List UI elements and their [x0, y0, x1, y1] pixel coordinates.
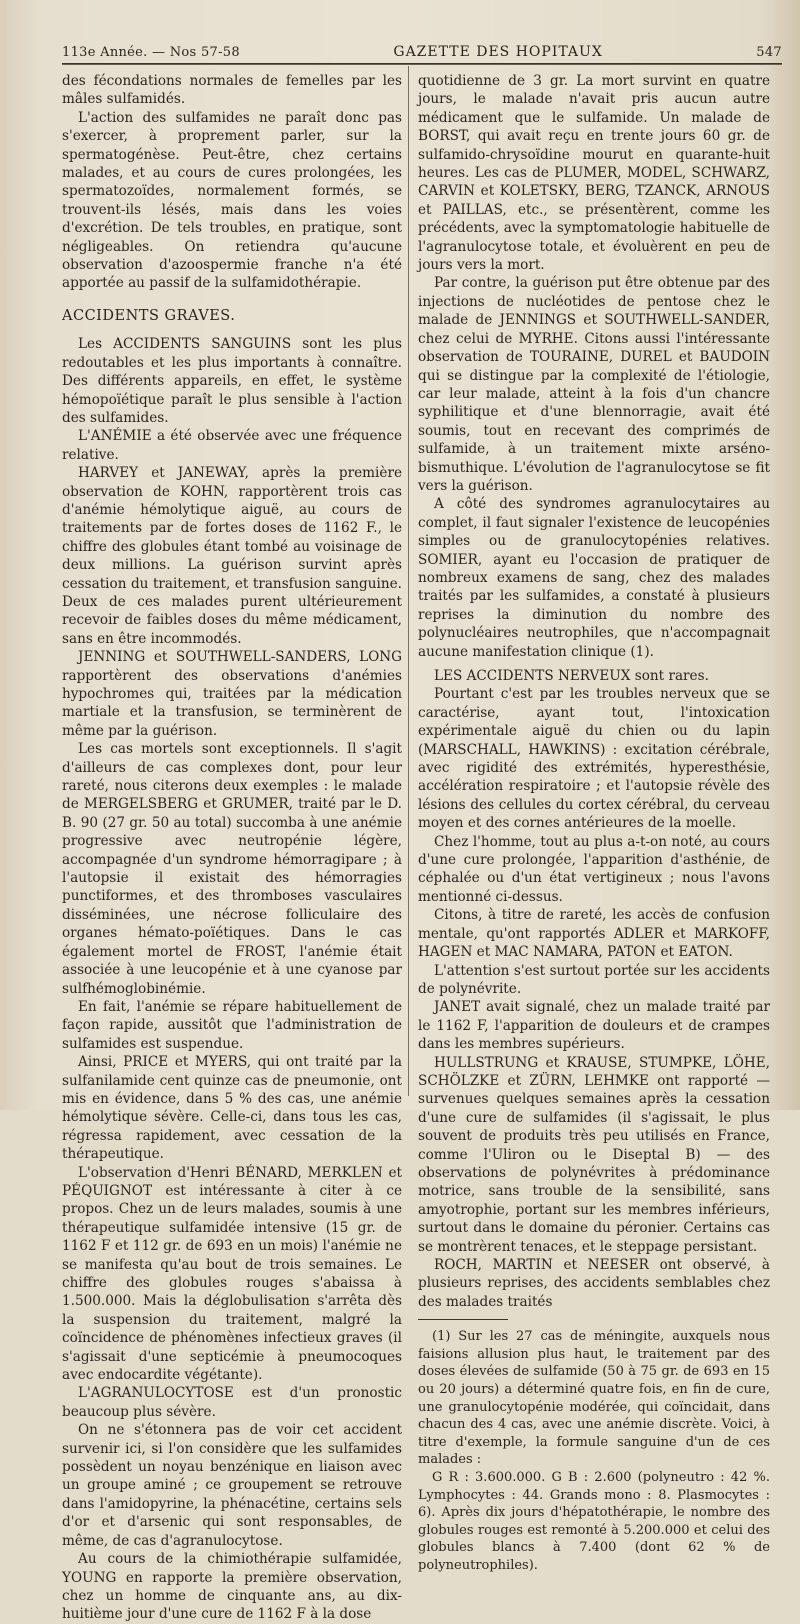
paragraph: quotidienne de 3 gr. La mort survint en quatre jours, le malade n'avait pris aucun autre médicament que le sulfamide. Un malade de BORST, qui avait reçu en trente jours 60 gr. de sulfamido-chrysoïdine mourut en quarante-huit heures. Les cas de PLUMER, MODEL, SCHWARZ, CARVIN et KOLETSKY, BERG, TZANCK, ARNOUS et PAILLAS, etc., se présentèrent, comme les précédents, avec la symptomatologie habituelle de l'agranulocytose totale, et évoluèrent en peu de jours vers la mort. — [418, 73, 770, 274]
paragraph: A côté des syndromes agranulocytaires au complet, il faut signaler l'existence de leucopénies simples ou de granulocytopénies relatives. SOMIER, ayant eu l'occasion de pratiquer de nombreux examens de sang, chez des malades traités par les sulfamides, a constaté à plusieurs reprises la diminution du nombre des polynucléaires neutrophiles, que n'accompagnait aucune manifestation clinique (1). — [418, 496, 770, 660]
right-column — [418, 72, 770, 1575]
paragraph: ROCH, MARTIN et NEESER ont observé, à plusieurs reprises, des accidents semblables chez des malades traités — [418, 1257, 770, 1310]
paragraph: des fécondations normales de femelles par les mâles sulfamidés. — [62, 73, 402, 108]
paragraph: Pourtant c'est par les troubles nerveux que se caractérise, ayant tout, l'intoxication expérimentale aiguë du chien ou du lapin (MARSCHALL, HAWKINS) : excitation cérébrale, avec rigidité des extrémités, hyperesthésie, accélération respiratoire ; et l'autopsie révèle des lésions des cellules du cortex cérébral, du cerveau moyen et des cornes antérieures de la moelle. — [418, 686, 770, 832]
column-divider — [408, 66, 409, 1096]
paragraph: Chez l'homme, tout au plus a-t-on noté, au cours d'une cure prolongée, l'apparition d'asthénie, de céphalée ou d'un état vertigineux ; nous l'avons mentionné ci-dessus. — [418, 833, 770, 905]
paragraph: Par contre, la guérison put être obtenue par des injections de nucléotides de pentose chez le malade de JENNINGS et SOUTHWELL-SANDER, chez celui de MYRHE. Citons aussi l'intéressante observation de TOURAINE, DUREL et BAUDOIN qui se distingue par la complexité de l'étiologie, car leur malade, atteint à la fois d'un chancre syphilitique et d'une blennorragie, avait été soumis, tout en recevant des comprimés de sulfamide, à un traitement mixte arséno-bismuthique. L'évolution de l'agranulocytose se fit vers la guérison. — [418, 275, 770, 494]
paragraph: L'observation d'Henri BÉNARD, MERKLEN et PÉQUIGNOT est intéressante à citer à ce propos. Chez un de leurs malades, soumis à une thérapeutique sulfamidée intensive (15 gr. de 1162 F et 112 gr. de 693 en un mois) l'anémie ne se manifesta qu'au bout de trois semaines. Le chiffre des globules rouges s'abaissa à 1.500.000. Mais la déglobulisation s'arrêta dès la suspension du traitement, malgré la coïncidence de phénomènes infectieux graves (il s'agissait d'une septicémie à pneumocoques avec endocardite végétante). — [62, 1164, 402, 1384]
paragraph: LES ACCIDENTS NERVEUX sont rares. — [434, 668, 709, 684]
paragraph: HARVEY et JANEWAY, après la première observation de KOHN, rapportèrent trois cas d'anémie hémolytique aiguë, au cours de traitements par de fortes doses de 1162 F., le chiffre des globules étant tombé au voisinage de deux millions. La guérison survint après cessation du traitement, et transfusion sanguine. Deux de ces malades purent ultérieurement recevoir de faibles doses du même médicament, sans en être incommodés. — [62, 465, 402, 647]
footnote-rule — [418, 1319, 508, 1320]
paragraph: Les cas mortels sont exceptionnels. Il s'agit d'ailleurs de cas complexes dont, pour leur rareté, nous citerons deux exemples : le malade de MERGELSBERG et GRUMER, traité par le D. B. 90 (27 gr. 50 au total) succomba à une anémie progressive avec neutropénie légère, accompagnée d'un syndrome hémorragipare ; à l'autopsie il existait des hémorragies punctiformes, et des thromboses vasculaires disséminées, une nécrose folliculaire des organes hémato-poïétiques. Dans le cas également mortel de FROST, l'anémie était associée à une leucopénie et à une cyanose par sulfhémoglobinémie. — [62, 741, 402, 997]
left-column — [62, 72, 402, 1624]
paragraph: JENNING et SOUTHWELL-SANDERS, LONG rapportèrent des observations d'anémies hypochromes qui, traitées par la médication martiale et la transfusion, se terminèrent de même par la guérison. — [62, 649, 402, 739]
footnote-paragraph: (1) Sur les 27 cas de méningite, auxquels nous faisions allusion plus haut, le traitement par des doses élevées de sulfamide (50 à 75 gr. de 693 en 15 ou 20 jours) a déterminé quatre fois, en fin de cure, une granulocytopénie modérée, qui coïncidait, dans chacun des 4 cas, avec une anémie discrète. Voici, à titre d'exemple, la formule sanguine d'un de ces malades : — [418, 1329, 770, 1468]
paragraph: On ne s'étonnera pas de voir cet accident survenir ici, si l'on considère que les sulfamides possèdent un noyau benzénique en liaison avec un groupe aminé ; ce groupement se retrouve dans l'amidopyrine, la phénacétine, certains sels d'or et d'arsenic qui sont responsables, de même, de cas d'agranulocytose. — [62, 1422, 402, 1549]
paragraph: Au cours de la chimiothérapie sulfamidée, YOUNG en rapporte la première observation, chez un homme de cinquante ans, au dix-huitième jour d'une cure de 1162 F à la dose — [62, 1551, 402, 1623]
paragraph: En fait, l'anémie se répare habituellement de façon rapide, aussitôt que l'administration de sulfamides est suspendue. — [62, 998, 402, 1052]
paragraph: Ainsi, PRICE et MYERS, qui ont traité par la sulfanilamide cent quinze cas de pneumonie, ont mis en évidence, dans 5 % des cas, une anémie hémolytique sévère. Celle-ci, dans tous les cas, régressa rapidement, avec cessation de la thérapeutique. — [62, 1054, 402, 1163]
section-heading: ACCIDENTS GRAVES. — [62, 307, 236, 324]
paragraph: L'AGRANULOCYTOSE est d'un pronostic beaucoup plus sévère. — [62, 1385, 402, 1420]
paragraph: Citons, à titre de rareté, les accès de confusion mentale, qu'ont rapportés ADLER et MARKOFF, HAGEN et MAC NAMARA, PATON et EATON. — [418, 907, 770, 961]
paragraph: JANET avait signalé, chez un malade traité par le 1162 F, l'apparition de douleurs et de crampes dans les membres supérieurs. — [418, 999, 770, 1053]
page-number: 547 — [756, 45, 782, 60]
header-rule — [62, 64, 782, 65]
paragraph: HULLSTRUNG et KRAUSE, STUMPKE, LÖHE, SCHÖLZKE et ZÜRN, LEHMKE ont rapporté — survenues quelques semaines après la cessation d'une cure de sulfamides (il s'agissait, le plus souvent de produits très peu utilisés en France, comme l'Uliron ou le Diseptal B) — des observations de polynévrites à prédominance motrice, sans trouble de la sensibilité, sans amyotrophie, portant sur les membres inférieurs, surtout dans le domaine du péronier. Certains cas se montrèrent tenaces, et le steppage persistant. — [418, 1054, 770, 1255]
header-issue: 113e Année. — Nos 57-58 — [62, 45, 240, 60]
paragraph: L'ANÉMIE a été observée avec une fréquence relative. — [62, 428, 402, 463]
footnote-paragraph: G R : 3.600.000. G B : 2.600 (polyneutro : 42 %. Lymphocytes : 44. Grands mono : 8. Plasmocytes : 6). Après dix jours d'hépatothérapie, le nombre des globules rouges est remonté à 5.200.000 et celui des globules blancs à 7.400 (dont 62 % de polyneutrophiles). — [418, 1469, 770, 1573]
paragraph: Les ACCIDENTS SANGUINS sont les plus redoutables et les plus importants à connaître. Des différents appareils, en effet, le système hémopoïétique paraît le plus sensible à l'action des sulfamides. — [62, 336, 402, 426]
header-title: GAZETTE DES HOPITAUX — [393, 44, 603, 60]
page-header — [62, 38, 782, 64]
paragraph: L'action des sulfamides ne paraît donc pas s'exercer, à proprement parler, sur la spermatogénèse. Peut-être, chez certains malades, et au cours de cures prolongées, les spermatozoïdes, normalement formés, se trouvent-ils lésés, mais dans les voies d'excrétion. De tels troubles, en pratique, sont négligeables. On retiendra qu'aucune observation d'azoospermie franche n'a été apportée au passif de la sulfamidothérapie. — [62, 109, 402, 292]
paragraph: L'attention s'est surtout portée sur les accidents de polynévrite. — [418, 962, 770, 997]
footnote — [418, 1328, 770, 1574]
